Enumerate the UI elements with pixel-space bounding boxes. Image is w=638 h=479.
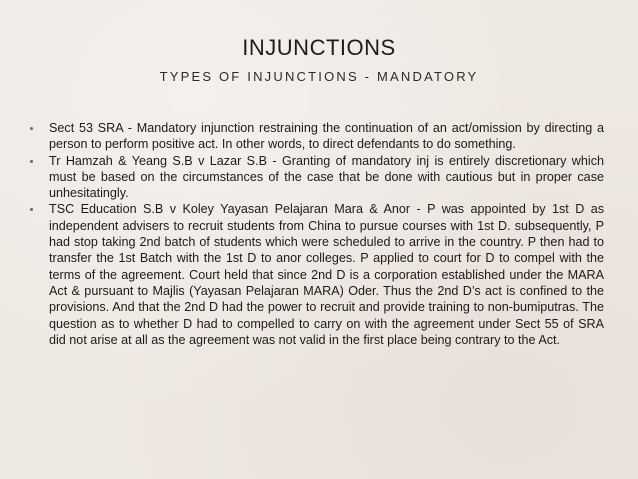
bullet-text: TSC Education S.B v Koley Yayasan Pelajaran Mara & Anor - P was appointed by 1st D as independent advisers to recruit students from China to pursue courses with 1st D. subsequently, P had stop taking 2nd batch of students which were scheduled to arrive in the country. P then had to transfer the 1st Batch with the 1st D to anor colleges. P applied to court for D to compel with the terms of the agreement. Court held that since 2nd D is a corporation established under the MARA Act & pursuant to Majlis (Yayasan Pelajaran MARA) Oder. Thus the 2nd D’s act is confined to the provisions. And that the 2nd D had the power to recruit and provide training to non-bumiputras. The question as to whether D had to compelled to carry on with the agreement under Sect 55 of SRA did not arise at all as the agreement was not valid in the first place being contrary to the Act.	[49, 202, 604, 347]
bullet-text: Tr Hamzah & Yeang S.B v Lazar S.B - Granting of mandatory inj is entirely discretionary which must be based on the circumstances of the case that be done with cautious but in proper case unhesitatingly.	[49, 153, 604, 201]
bullet-item	[49, 201, 604, 348]
bullet-text: Sect 53 SRA - Mandatory injunction restraining the continuation of an act/omission by directing a person to perform positive act. In other words, to direct defendants to do something.	[49, 121, 604, 152]
bullet-dot-icon	[30, 127, 33, 130]
slide-title: INJUNCTIONS	[242, 35, 396, 60]
bullet-item	[49, 120, 604, 153]
bullet-dot-icon	[30, 208, 33, 211]
slide-subtitle: TYPES OF INJUNCTIONS - MANDATORY	[159, 69, 479, 84]
bullet-dot-icon	[30, 160, 33, 163]
bullet-list	[49, 120, 604, 348]
bullet-item	[49, 153, 604, 202]
